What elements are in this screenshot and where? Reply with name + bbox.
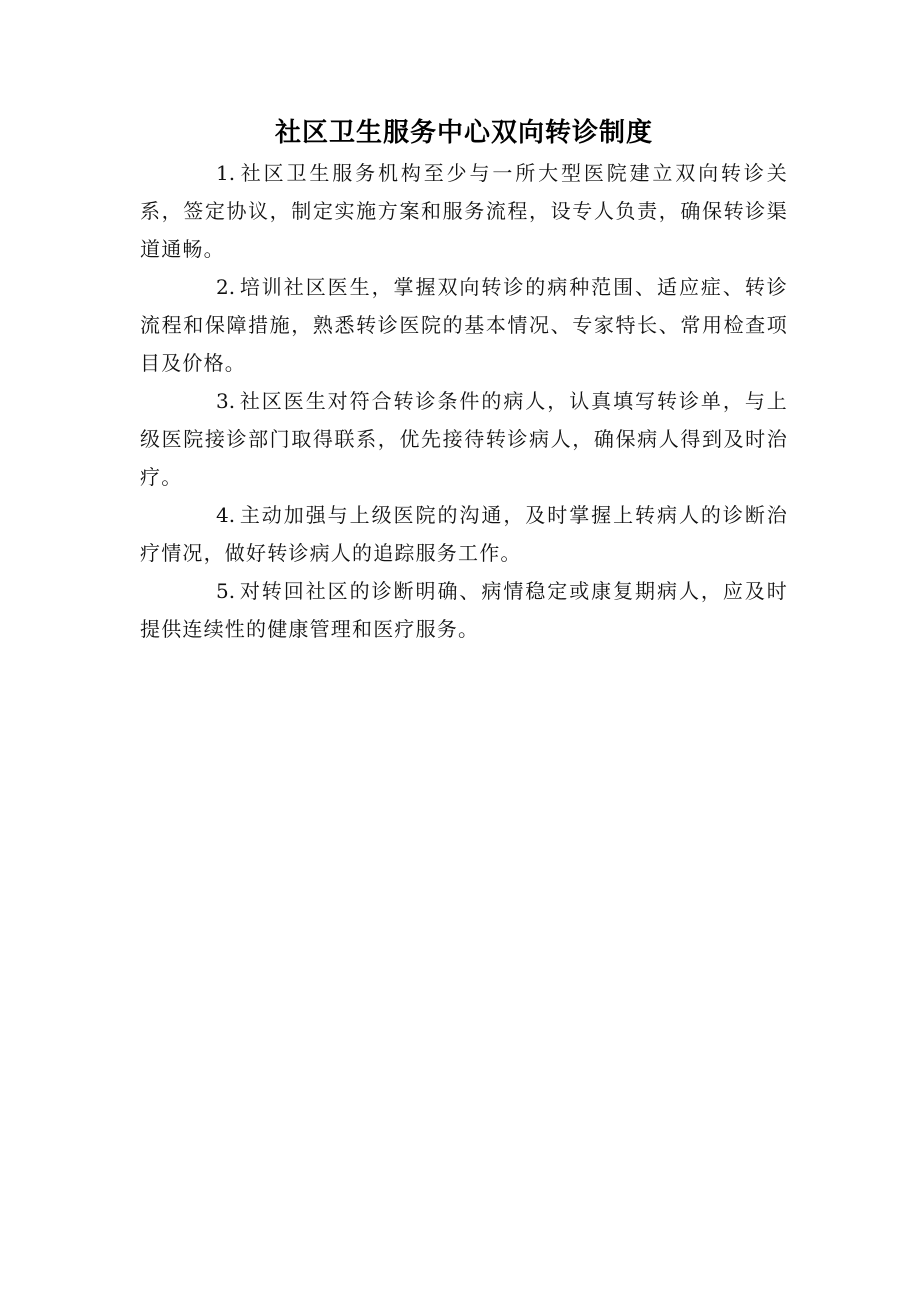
clause-text: 主动加强与上级医院的沟通，及时掌握上转病人的诊断治疗情况，做好转诊病人的追踪服务工作。 <box>140 503 788 565</box>
clause-text: 对转回社区的诊断明确、病情稳定或康复期病人，应及时提供连续性的健康管理和医疗服务。 <box>140 579 788 641</box>
clause-number: 5. <box>216 579 236 603</box>
clause-text: 社区医生对符合转诊条件的病人，认真填写转诊单，与上级医院接诊部门取得联系，优先接待转诊病人，确保病人得到及时治疗。 <box>140 389 788 489</box>
clause-number: 4. <box>216 503 236 527</box>
clause-text: 社区卫生服务机构至少与一所大型医院建立双向转诊关系，签定协议，制定实施方案和服务流程，设专人负责，确保转诊渠道通畅。 <box>140 161 788 261</box>
clause-text: 培训社区医生，掌握双向转诊的病种范围、适应症、转诊流程和保障措施，熟悉转诊医院的基本情况、专家特长、常用检查项目及价格。 <box>140 275 788 375</box>
clause-2 <box>140 268 788 382</box>
clause-1 <box>140 154 788 268</box>
document-title: 社区卫生服务中心双向转诊制度 <box>274 118 653 148</box>
clause-3 <box>140 382 788 496</box>
clause-number: 1. <box>216 161 236 185</box>
clause-number: 3. <box>216 389 236 413</box>
document-body <box>140 112 788 648</box>
clause-number: 2. <box>216 275 236 299</box>
clause-5 <box>140 572 788 648</box>
clause-4 <box>140 496 788 572</box>
